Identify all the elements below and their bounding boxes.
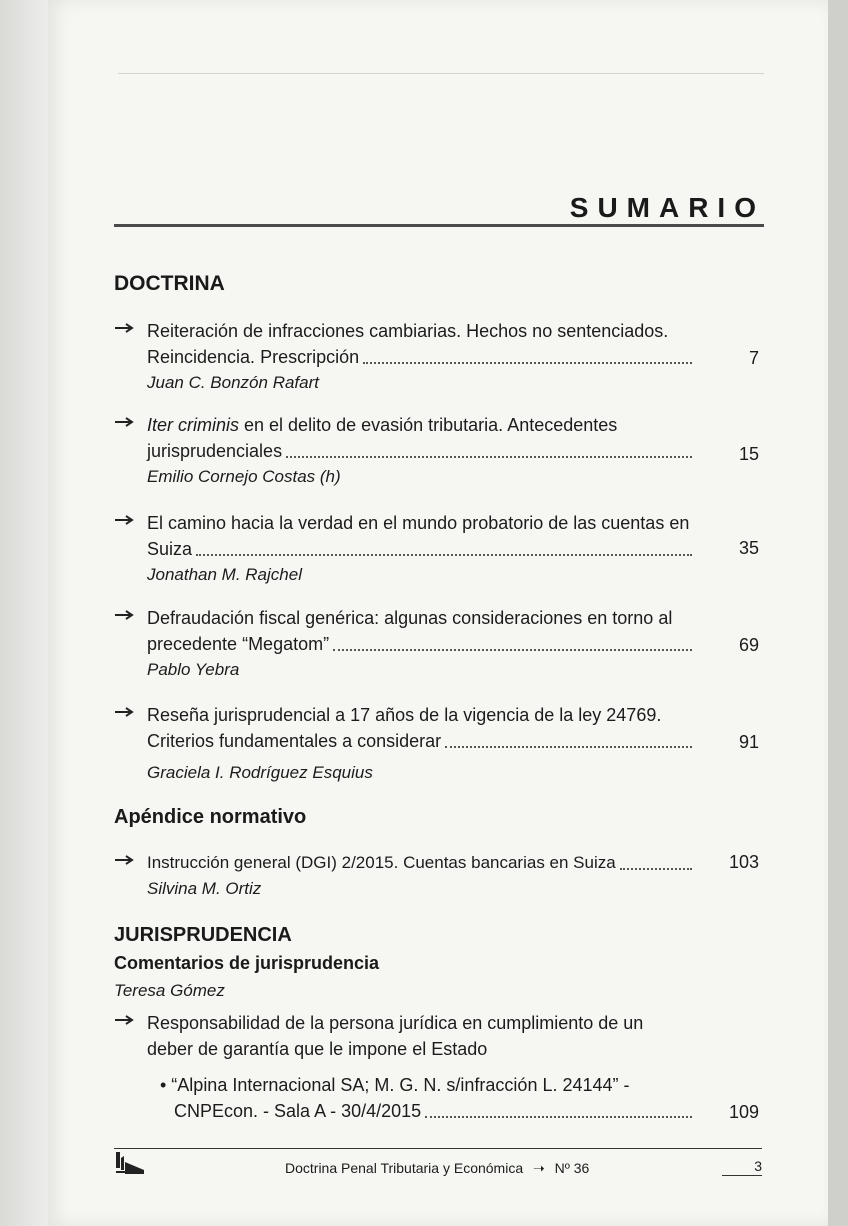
entry-title-line: Reincidencia. Prescripción <box>147 347 360 367</box>
entry-title-line: El camino hacia la verdad en el mundo probatorio de las cuentas en <box>147 513 690 533</box>
entry-title <box>147 702 692 754</box>
leader-dots <box>425 1116 692 1118</box>
toc-entry[interactable] <box>114 510 764 588</box>
case-citation-line: • “Alpina Internacional SA; M. G. N. s/infracción L. 24144” - <box>160 1075 630 1095</box>
subsection-heading: Comentarios de jurisprudencia <box>114 953 380 973</box>
page-number: 35 <box>738 538 759 558</box>
entry-title-line: Instrucción general (DGI) 2/2015. Cuentas bancarias en Suiza <box>147 853 616 872</box>
entry-author: Juan C. Bonzón Rafart <box>147 373 319 392</box>
entry-title-last <box>147 438 692 464</box>
leader-dots <box>445 746 692 748</box>
arrow-icon <box>114 608 136 622</box>
entry-title <box>147 605 692 657</box>
page-number: 109 <box>728 1102 759 1122</box>
arrow-icon <box>114 513 136 527</box>
arrow-icon: ➝ <box>533 1160 545 1176</box>
entry-title <box>147 1010 692 1062</box>
entry-title <box>147 318 692 370</box>
section-heading-apendice: Apéndice normativo <box>114 806 307 828</box>
journal-name: Doctrina Penal Tributaria y Económica <box>285 1160 524 1176</box>
arrow-icon <box>114 415 136 429</box>
section-heading-doctrina: DOCTRINA <box>114 272 225 295</box>
entry-title-last <box>147 631 692 657</box>
entry-title-italic: Iter criminis <box>147 415 240 435</box>
toc-entry[interactable] <box>114 318 764 396</box>
leader-dots <box>333 649 692 651</box>
entry-author: Pablo Yebra <box>147 660 240 679</box>
entry-title <box>147 850 692 876</box>
leader-dots <box>196 554 692 556</box>
entry-author: Silvina M. Ortiz <box>147 879 262 898</box>
arrow-icon <box>114 853 136 867</box>
footer-page-number: 3 <box>722 1158 762 1176</box>
entry-title-line: Defraudación fiscal genérica: algunas consideraciones en torno al <box>147 608 673 628</box>
entry-author: Graciela I. Rodríguez Esquius <box>147 763 373 782</box>
entry-title-last <box>147 728 692 754</box>
entry-title-line: Reseña jurisprudencial a 17 años de la vigencia de la ley 24769. <box>147 705 662 725</box>
page-number: 103 <box>728 852 759 872</box>
entry-title-line: Responsabilidad de la persona jurídica en cumplimiento de un <box>147 1013 644 1033</box>
arrow-icon <box>114 705 136 719</box>
page-edge <box>828 0 848 1226</box>
entry-title-line: Suiza <box>147 539 193 559</box>
title-rule <box>114 224 764 227</box>
leader-dots <box>363 362 692 364</box>
footer-rule <box>114 1148 762 1149</box>
page-title: SUMARIO <box>569 192 765 223</box>
page-number: 91 <box>738 732 759 752</box>
arrow-icon <box>114 1013 136 1027</box>
entry-title-rest: en el delito de evasión tributaria. Antecedentes <box>239 415 618 435</box>
case-citation <box>160 1072 692 1124</box>
section-heading-jurisprudencia: JURISPRUDENCIA <box>114 924 292 946</box>
toc-entry[interactable] <box>114 605 764 683</box>
page-number: 15 <box>738 444 759 464</box>
page-number: 7 <box>748 348 759 368</box>
entry-title-line: precedente “Megatom” <box>147 634 330 654</box>
entry-title-line: jurisprudenciales <box>147 441 283 461</box>
bleed-rule <box>118 73 764 74</box>
entry-title-line: Reiteración de infracciones cambiarias. Hechos no sentenciados. <box>147 321 669 341</box>
entry-author: Emilio Cornejo Costas (h) <box>147 467 341 486</box>
leader-dots <box>286 456 692 458</box>
footer-journal <box>285 1160 589 1177</box>
issue-number: Nº 36 <box>554 1160 590 1176</box>
toc-entry[interactable] <box>114 702 764 786</box>
leader-dots <box>620 868 692 870</box>
page-number: 69 <box>738 635 759 655</box>
entry-title-line: Criterios fundamentales a considerar <box>147 731 442 751</box>
page-gutter <box>0 0 48 1226</box>
entry-author: Jonathan M. Rajchel <box>147 565 302 584</box>
entry-title <box>147 510 692 562</box>
entry-title-line: deber de garantía que le impone el Estado <box>147 1039 488 1059</box>
entry-title-last <box>147 536 692 562</box>
entry-title <box>147 412 692 464</box>
toc-entry[interactable] <box>114 412 764 490</box>
case-citation-last <box>174 1098 692 1124</box>
entry-title-last <box>147 850 692 876</box>
toc-entry[interactable] <box>114 850 764 902</box>
toc-entry[interactable] <box>114 1010 764 1124</box>
subsection-author: Teresa Gómez <box>114 981 225 1000</box>
entry-title-line <box>147 412 692 438</box>
publisher-logo-icon <box>114 1150 146 1176</box>
entry-title-last <box>147 344 692 370</box>
case-citation-line: CNPEcon. - Sala A - 30/4/2015 <box>174 1101 422 1121</box>
arrow-icon <box>114 321 136 335</box>
